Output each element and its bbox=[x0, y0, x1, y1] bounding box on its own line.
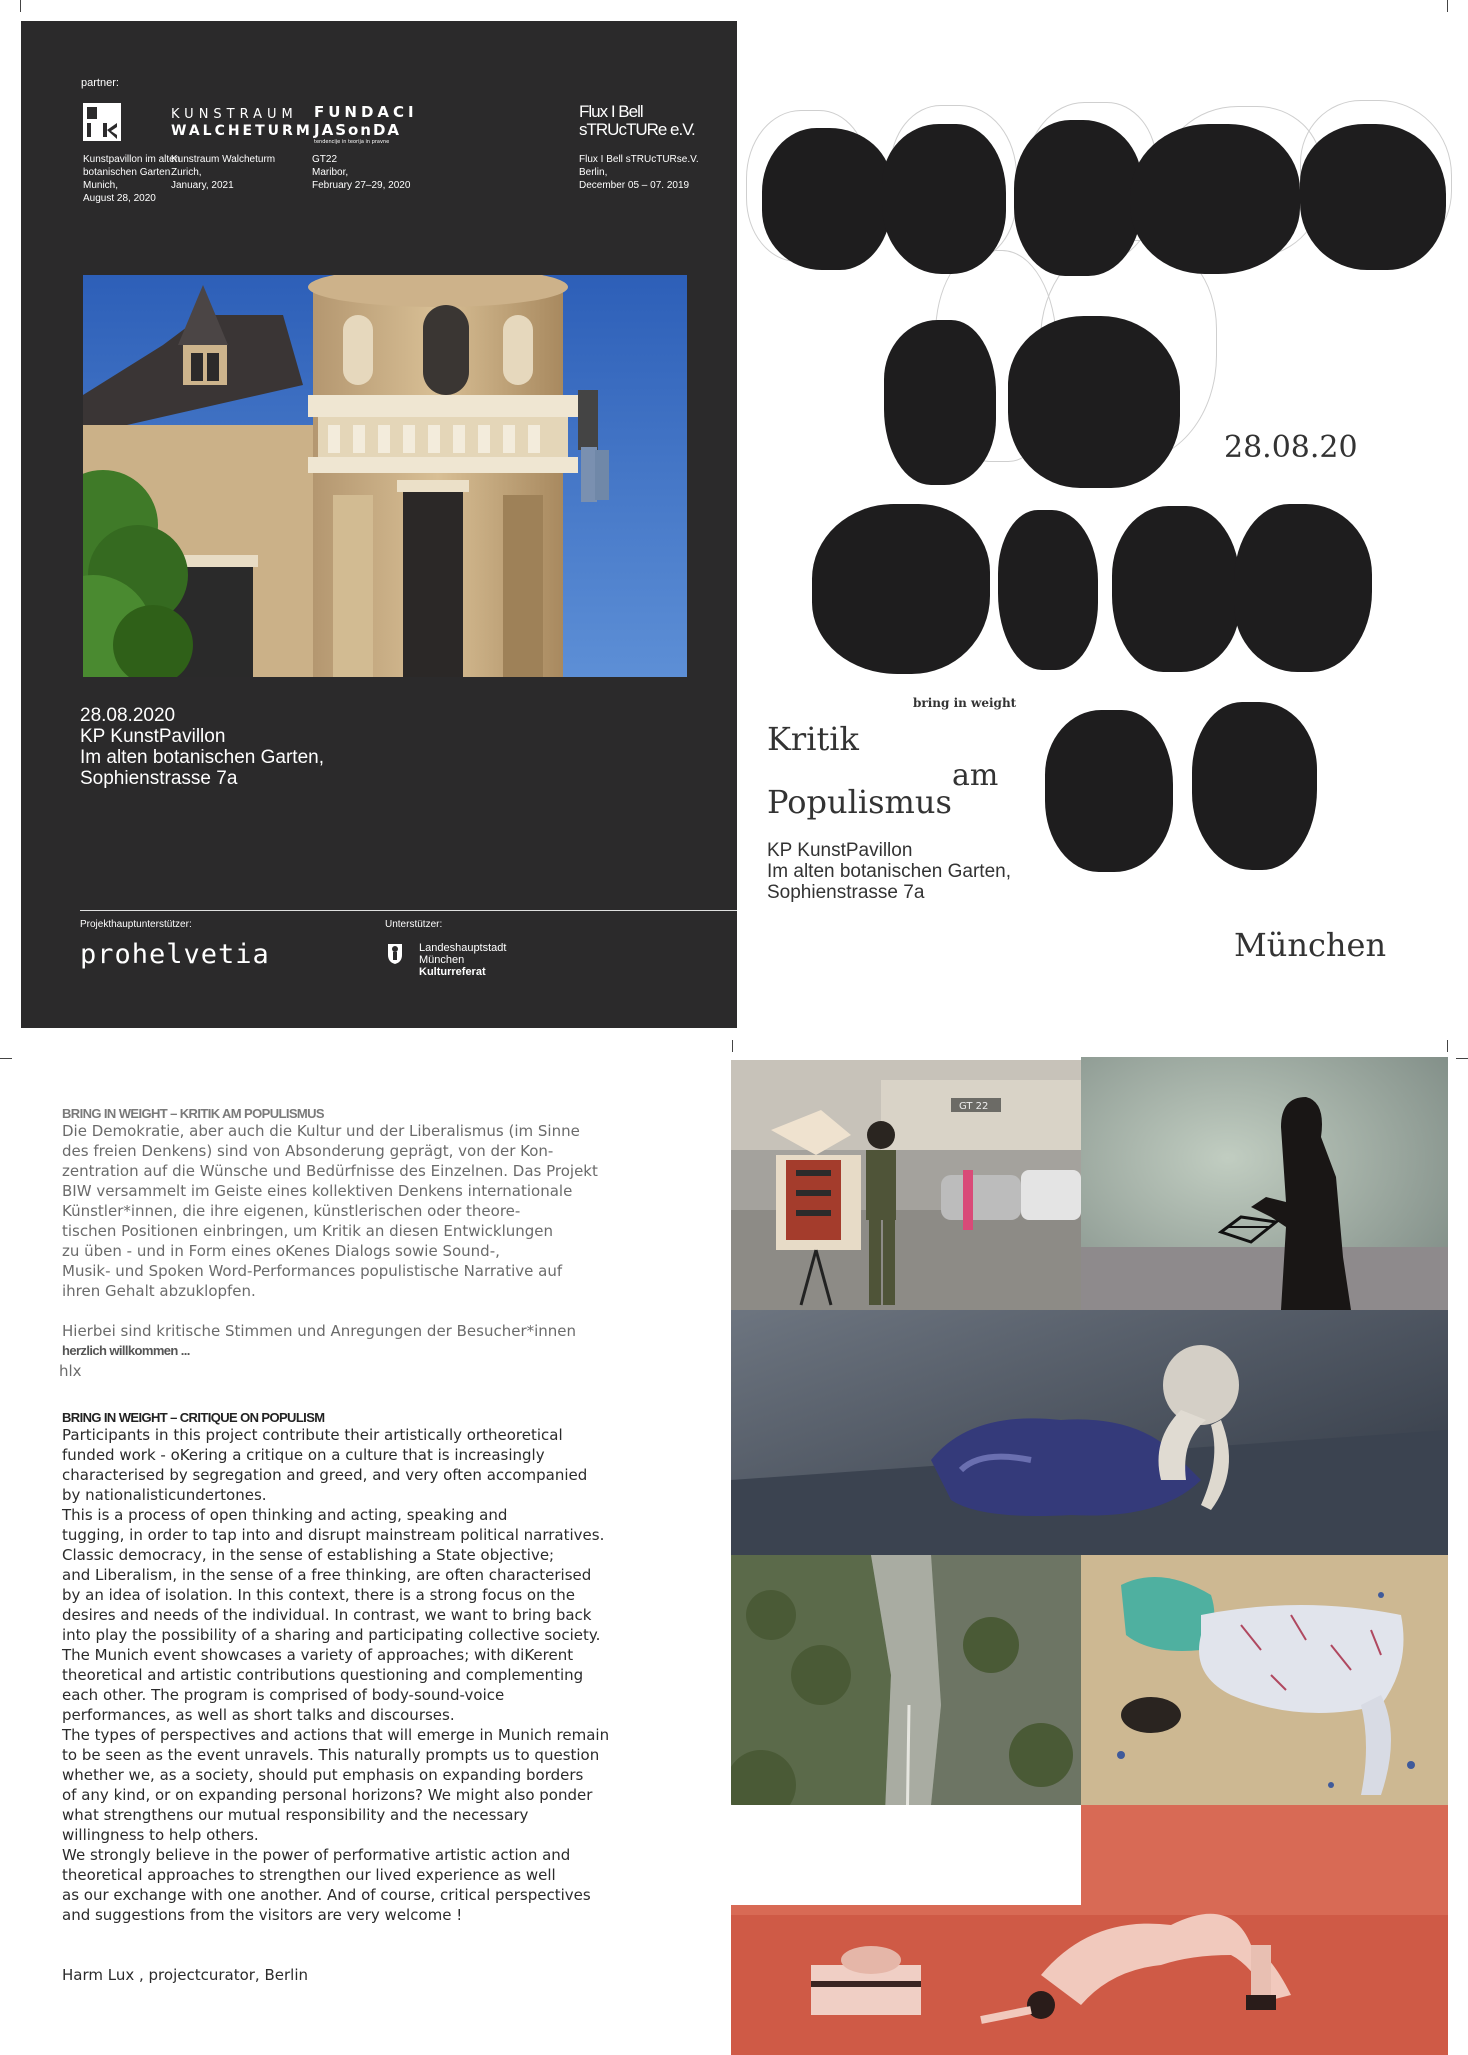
divider bbox=[80, 910, 737, 911]
event-place: Im alten botanischen Garten, bbox=[80, 747, 324, 768]
blob-shape bbox=[1014, 120, 1142, 276]
fundacija-jasonda-logo: FUNDACI JASonDA tendencije in teorija in pravne bbox=[314, 103, 418, 145]
flyer-back-panel bbox=[740, 90, 1468, 990]
partner-info-munich: Kunstpavillon im alten botanischen Garten Munich, August 28, 2020 bbox=[83, 154, 181, 204]
blob-shape bbox=[882, 124, 1006, 274]
lying-performer-photo bbox=[1081, 1555, 1448, 1805]
back-date: 28.08.20 bbox=[1224, 430, 1358, 465]
crop-mark bbox=[1447, 0, 1448, 12]
event-date: 28.08.2020 bbox=[80, 705, 176, 726]
event-venue: KP KunstPavillon bbox=[80, 726, 226, 747]
partner-label: partner: bbox=[81, 77, 119, 89]
crop-mark bbox=[732, 1040, 733, 1052]
city-label: München bbox=[1234, 926, 1387, 964]
partner-info-berlin: Flux I Bell sTRUcTURse.V. Berlin, December 05 – 07. 2019 bbox=[579, 154, 699, 191]
german-heading: BRING IN WEIGHT – KRITIK AM POPULISMUS bbox=[62, 1106, 325, 1121]
prohelvetia-logo: prohelvetia bbox=[80, 939, 270, 970]
blob-shape bbox=[884, 320, 996, 485]
kunstpavillon-building-photo bbox=[83, 275, 687, 677]
main-supporter-label: Projekthauptunterstützer: bbox=[80, 919, 192, 930]
street-performance-photo bbox=[731, 1060, 1081, 1310]
munich-kulturreferat-logo: Landeshauptstadt München Kulturreferat bbox=[419, 942, 507, 978]
blob-shape bbox=[998, 510, 1098, 670]
english-heading: BRING IN WEIGHT – CRITIQUE ON POPULISM bbox=[62, 1410, 325, 1425]
red-floor-performance-photo bbox=[731, 1805, 1448, 2055]
title-word-populismus: Populismus bbox=[767, 783, 952, 821]
partner-info-maribor: GT22 Maribor, February 27–29, 2020 bbox=[312, 154, 411, 191]
flux-bell-logo: Flux I Bell sTRUcTURe e.V. bbox=[579, 102, 695, 139]
blob-shape bbox=[1234, 504, 1372, 672]
partner-info-zurich: Kunstraum Walcheturm Zurich, January, 2021 bbox=[171, 154, 276, 191]
event-street: Sophienstrasse 7a bbox=[80, 768, 238, 789]
title-word-am: am bbox=[952, 758, 999, 793]
blob-shape bbox=[1112, 506, 1240, 672]
event-info bbox=[80, 705, 324, 789]
blob-shape bbox=[1008, 316, 1180, 488]
blob-shape bbox=[1300, 124, 1446, 270]
blob-shape bbox=[1192, 702, 1317, 870]
flyer-front-panel bbox=[21, 21, 737, 1028]
munich-coat-of-arms-icon bbox=[387, 943, 403, 965]
blob-shape bbox=[812, 504, 990, 674]
english-text-block: BRING IN WEIGHT – CRITIQUE ON POPULISM Participants in this project contribute their artistically ortheoretical funded work - oKering a critique on a culture that is increasingly characterised by segregation and greed, and very often accompanied by nationalisticundertones. This is a process of open thinking and acting, speaking and tugging, in order to tap into and disrupt mainstream political narratives. Classic democracy, in the sense of establishing a State objective; and Liberalism, in the sense of a free thinking, are often characterised by an idea of isolation. In this context, there is a strong focus on the desires and needs of the individual. In contrast, we want to bring back into play the possibility of a sharing and participating collective society. The Munich event showcases a variety of approaches; with diKerent theoretical and artistic contributions questioning and complementing each other. The program is comprised of body-sound-voice performances, as well as short talks and discourses. The types of perspectives and actions that will emerge in Munich remain to be seen as the event unravels. This naturally prompts us to question whether we, as a society, should put emphasis on expanding borders of any kind, or on expanding personal horizons? We might also ponder what strengthens our mutual responsibility and the necessary willingness to help others. We strongly believe in the power of performative artistic action and theoretical approaches to strengthen our lived experience as well as our exchange with one another. And of course, critical perspectives and suggestions from the visitors are very welcome ! Harm Lux , projectcurator, Berlin bbox=[62, 1410, 722, 1985]
silhouette-performer-photo bbox=[1081, 1057, 1448, 1310]
crop-mark bbox=[0, 1058, 12, 1059]
crop-mark bbox=[1456, 1058, 1468, 1059]
back-venue-info: KP KunstPavillon Im alten botanischen Garten, Sophienstrasse 7a bbox=[767, 840, 1011, 903]
crop-mark bbox=[20, 0, 21, 12]
english-signature: Harm Lux , projectcurator, Berlin bbox=[62, 1966, 308, 1984]
shop-sign: GT 22 bbox=[959, 1101, 989, 1112]
blob-shape bbox=[1045, 710, 1173, 872]
walcheturm-logo: KUNSTRAUM WALCHETURM bbox=[171, 107, 313, 139]
crawling-performer-photo bbox=[731, 1310, 1448, 1555]
tagline: bring in weight bbox=[913, 696, 1017, 710]
crop-mark bbox=[1447, 1040, 1448, 1052]
german-text-block: BRING IN WEIGHT – KRITIK AM POPULISMUS Die Demokratie, aber auch die Kultur und der Liberalismus (im Sinne des freien Denkens) sind von Absonderung geprägt, von der Kon- zentration auf die Wünsche und Bedürfnisse des Einzelnen. Das Projekt BIW versammelt im Geiste eines kollektiven Denkens internationale Künstler*innen, die ihre eigenen, künstlerischen oder theore- tischen Positionen einbringen, um Kritik an diesen Entwicklungen zu üben - und in Form eines oKenes Dialogs sowie Sound-, Musik- und Spoken Word-Performances populistische Narrative auf ihren Gehalt abzuklopfen. Hierbei sind kritische Stimmen und Anregungen der Besucher*innen herzlich willkommen ... hlx bbox=[62, 1106, 712, 1381]
german-signature: hlx bbox=[59, 1362, 82, 1380]
blob-shape bbox=[1130, 124, 1300, 274]
supporter-label: Unterstützer: bbox=[385, 919, 443, 930]
kunstpavillon-logo bbox=[83, 103, 121, 141]
title-word-kritik: Kritik bbox=[767, 720, 859, 758]
blob-shape bbox=[762, 128, 892, 270]
